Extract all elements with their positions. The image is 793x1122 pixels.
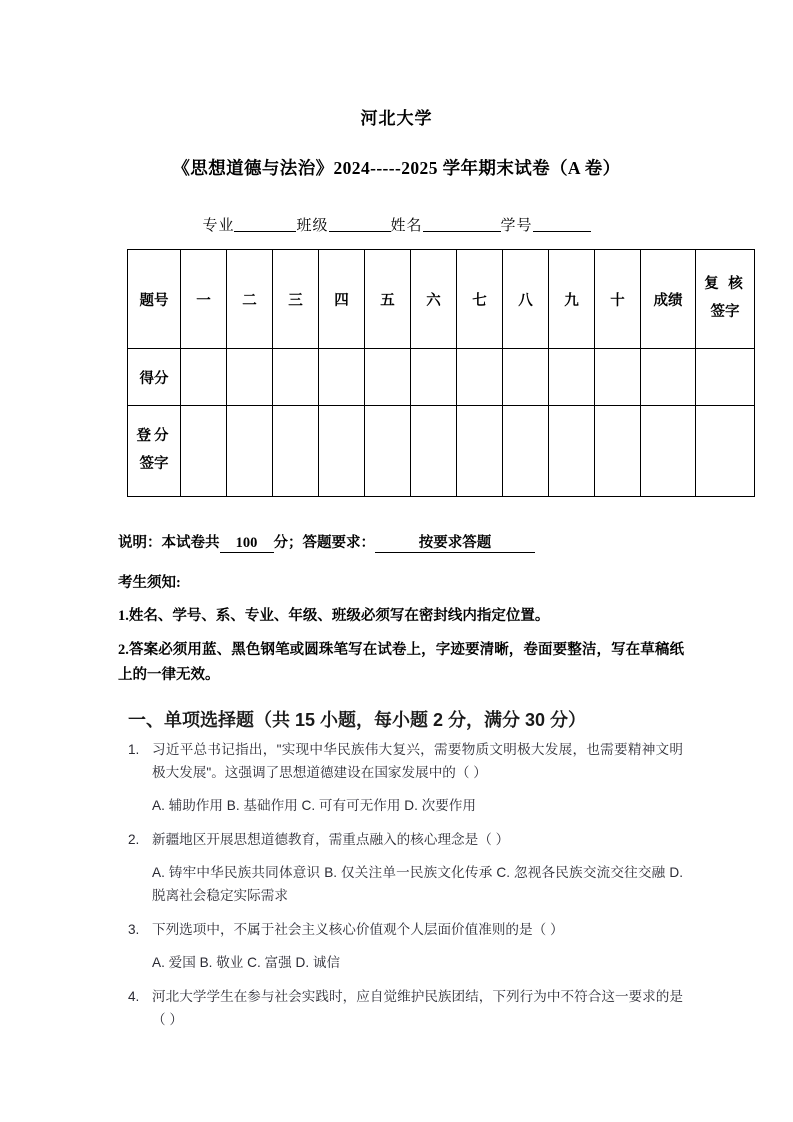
description-middle: 分；答题要求： — [273, 535, 375, 551]
major-blank[interactable] — [234, 216, 296, 232]
question-options-1[interactable]: A. 辅助作用 B. 基础作用 C. 可有可无作用 D. 次要作用 — [152, 797, 476, 813]
answer-requirement-value: 按要求答题 — [375, 531, 535, 553]
question-number-3: 3. — [128, 922, 140, 938]
section-heading-multiple-choice: 一、单项选择题（共 15 小题，每小题 2 分，满分 30 分） — [128, 710, 587, 730]
score-cell-9[interactable] — [549, 349, 595, 406]
score-cell-5[interactable] — [365, 349, 411, 406]
signature-cell-9[interactable] — [549, 406, 595, 497]
signature-cell-8[interactable] — [503, 406, 549, 497]
signature-cell-3[interactable] — [273, 406, 319, 497]
notice-item-2: 2.答案必须用蓝、黑色钢笔或圆珠笔写在试卷上，字迹要清晰，卷面要整洁，写在草稿纸上的一律无效。 — [118, 642, 684, 683]
student-info-line — [0, 214, 793, 235]
column-header-9: 九 — [549, 250, 595, 349]
question-item-3 — [0, 918, 793, 974]
student-id-blank[interactable] — [533, 216, 591, 232]
score-cell-10[interactable] — [595, 349, 641, 406]
question-text-row-1 — [0, 738, 793, 785]
question-item-4 — [0, 985, 793, 1032]
score-table — [127, 249, 755, 497]
table-row-score — [128, 349, 755, 406]
signature-cell-5[interactable] — [365, 406, 411, 497]
class-label: 班级 — [296, 218, 329, 234]
column-header-recheck — [696, 250, 755, 349]
recheck-label-line2: 签字 — [710, 304, 740, 320]
column-header-10: 十 — [595, 250, 641, 349]
score-cell-2[interactable] — [227, 349, 273, 406]
score-cell-6[interactable] — [411, 349, 457, 406]
class-blank[interactable] — [329, 216, 391, 232]
question-list — [0, 738, 793, 1032]
question-text-row-2 — [0, 828, 793, 851]
column-header-2: 二 — [227, 250, 273, 349]
table-row-question-numbers — [128, 250, 755, 349]
score-cell-3[interactable] — [273, 349, 319, 406]
notice-item-1: 1.姓名、学号、系、专业、年级、班级必须写在密封线内指定位置。 — [118, 608, 550, 624]
table-row-register-signature — [128, 406, 755, 497]
question-text-row-3 — [0, 918, 793, 941]
description-prefix: 说明：本试卷共 — [118, 535, 220, 551]
signature-cell-4[interactable] — [319, 406, 365, 497]
column-header-8: 八 — [503, 250, 549, 349]
paper-title: 《思想道德与法治》2024-----2025 学年期末试卷（A 卷） — [172, 158, 621, 178]
score-cell-recheck[interactable] — [696, 349, 755, 406]
major-label: 专业 — [202, 218, 235, 234]
signature-cell-total[interactable] — [641, 406, 696, 497]
question-number-4: 4. — [128, 989, 140, 1004]
question-body-1: 习近平总书记指出，"实现中华民族伟大复兴，需要物质文明极大发展，也需要精神文明极大发展"。这强调了思想道德建设在国家发展中的（ ） — [152, 742, 683, 781]
signature-cell-10[interactable] — [595, 406, 641, 497]
score-cell-4[interactable] — [319, 349, 365, 406]
name-blank[interactable] — [423, 216, 501, 232]
signature-cell-recheck[interactable] — [696, 406, 755, 497]
name-label: 姓名 — [390, 218, 423, 234]
question-text-row-4 — [0, 985, 793, 1032]
question-options-2[interactable]: A. 铸牢中华民族共同体意识 B. 仅关注单一民族文化传承 C. 忽视各民族交流交往交融 D. 脱离社会稳定实际需求 — [152, 864, 683, 903]
signature-cell-6[interactable] — [411, 406, 457, 497]
column-header-5: 五 — [365, 250, 411, 349]
score-cell-8[interactable] — [503, 349, 549, 406]
signature-cell-1[interactable] — [181, 406, 227, 497]
question-body-3: 下列选项中，不属于社会主义核心价值观个人层面价值准则的是（ ） — [152, 922, 564, 938]
question-number-2: 2. — [128, 832, 140, 848]
score-cell-7[interactable] — [457, 349, 503, 406]
column-header-total: 成绩 — [641, 250, 696, 349]
notice-heading: 考生须知: — [118, 575, 181, 591]
question-body-4: 河北大学学生在参与社会实践时，应自觉维护民族团结，下列行为中不符合这一要求的是（ ） — [152, 989, 683, 1028]
register-label-line2: 签字 — [139, 456, 169, 472]
signature-cell-2[interactable] — [227, 406, 273, 497]
university-title: 河北大学 — [360, 109, 433, 128]
signature-cell-7[interactable] — [457, 406, 503, 497]
score-cell-1[interactable] — [181, 349, 227, 406]
question-options-3[interactable]: A. 爱国 B. 敬业 C. 富强 D. 诚信 — [152, 954, 341, 970]
question-number-1: 1. — [128, 742, 140, 757]
exam-description-line — [118, 531, 535, 553]
question-body-2: 新疆地区开展思想道德教育，需重点融入的核心理念是（ ） — [152, 832, 510, 848]
column-header-4: 四 — [319, 250, 365, 349]
register-label-line1: 登分 — [136, 428, 172, 445]
column-header-6: 六 — [411, 250, 457, 349]
recheck-label-line1: 复 核 — [704, 276, 746, 293]
question-item-1 — [0, 738, 793, 817]
column-header-7: 七 — [457, 250, 503, 349]
column-header-1: 一 — [181, 250, 227, 349]
total-points-value: 100 — [220, 535, 274, 553]
row-label-score: 得分 — [128, 349, 181, 406]
question-item-2 — [0, 828, 793, 907]
row-label-register-signature — [128, 406, 181, 497]
column-header-3: 三 — [273, 250, 319, 349]
student-id-label: 学号 — [500, 218, 533, 234]
score-cell-total[interactable] — [641, 349, 696, 406]
row-label-question-no: 题号 — [128, 250, 181, 349]
